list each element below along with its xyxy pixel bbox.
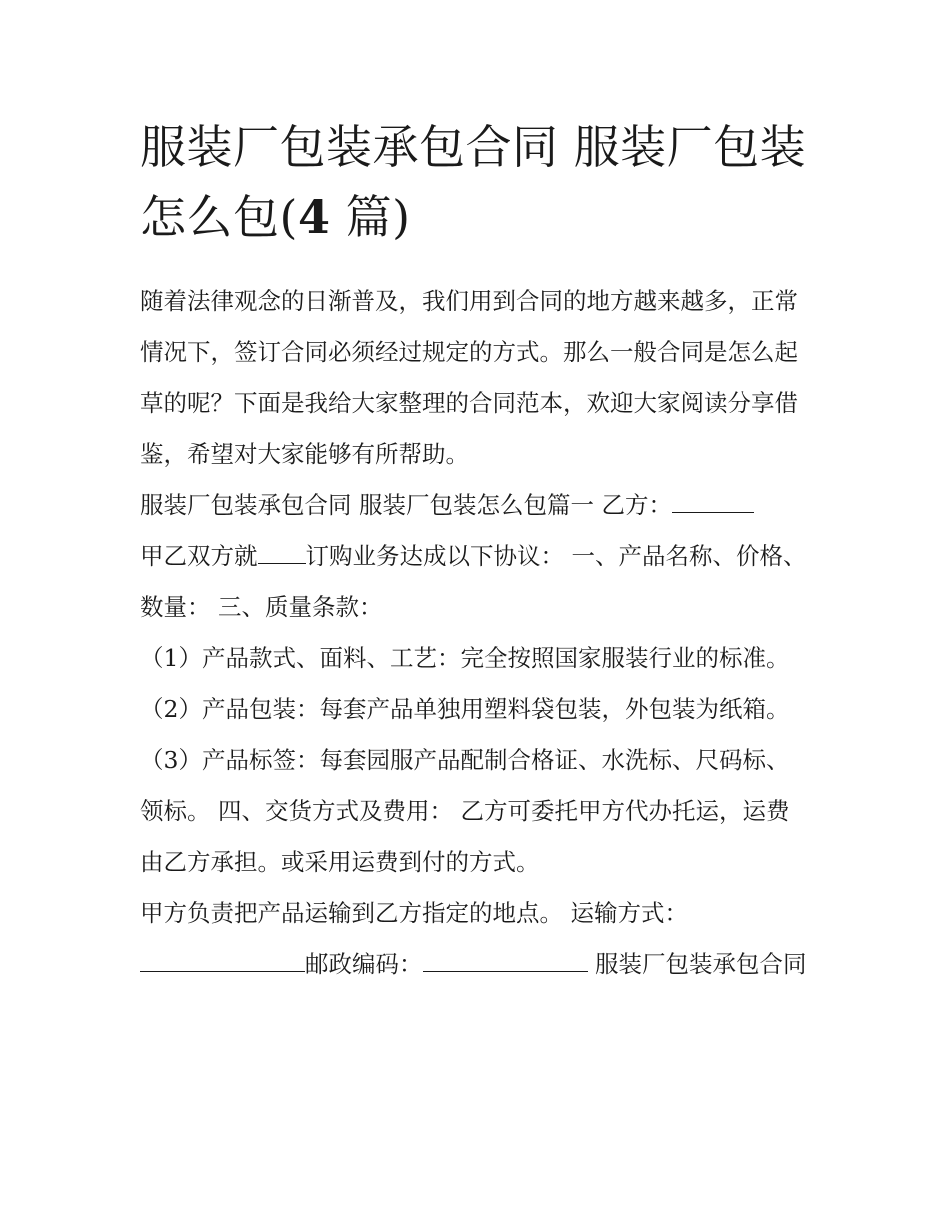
postal-code-blank <box>423 970 588 972</box>
party-b-blank <box>672 511 754 513</box>
party-b-label: 服装厂包装承包合同 服装厂包装怎么包篇一 乙方： <box>140 491 672 519</box>
agreement-prefix: 甲乙双方就 <box>140 542 258 570</box>
contract-paragraph-1 <box>140 480 812 633</box>
next-section-title: 服装厂包装承包合同 <box>587 950 807 978</box>
agreement-blank <box>258 562 306 564</box>
document-page <box>140 112 812 990</box>
shipping-label: 甲方负责把产品运输到乙方指定的地点。 运输方式： <box>140 899 688 927</box>
title-text-1: 服装厂包装承包合同 服装厂包装怎么包( <box>140 120 807 244</box>
shipping-paragraph <box>140 888 812 990</box>
shipping-method-blank <box>140 970 305 972</box>
label-delivery-paragraph: （3）产品标签：每套园服产品配制合格证、水洗标、尺码标、领标。 四、交货方式及费用： 乙方可委托甲方代办托运，运费由乙方承担。或采用运费到付的方式。 <box>140 746 790 876</box>
postal-code-label: 邮政编码： <box>305 950 423 978</box>
quality-paragraph: （1）产品款式、面料、工艺：完全按照国家服装行业的标准。 （2）产品包装：每套产品单独用塑料袋包装，外包装为纸箱。 <box>140 644 790 723</box>
intro-paragraph: 随着法律观念的日渐普及，我们用到合同的地方越来越多，正常情况下，签订合同必须经过规定的方式。那么一般合同是怎么起草的呢？下面是我给大家整理的合同范本，欢迎大家阅读分享借鉴，希望对大家能够有所帮助。 <box>140 287 798 468</box>
document-body <box>140 276 812 990</box>
document-title <box>140 112 812 252</box>
title-text-2: 篇) <box>330 190 411 244</box>
agreement-text: 订购业务达成以下协议： 一、产品名称、价格、数量： 三、质量条款： <box>140 542 807 621</box>
title-count: 4 <box>297 190 331 244</box>
